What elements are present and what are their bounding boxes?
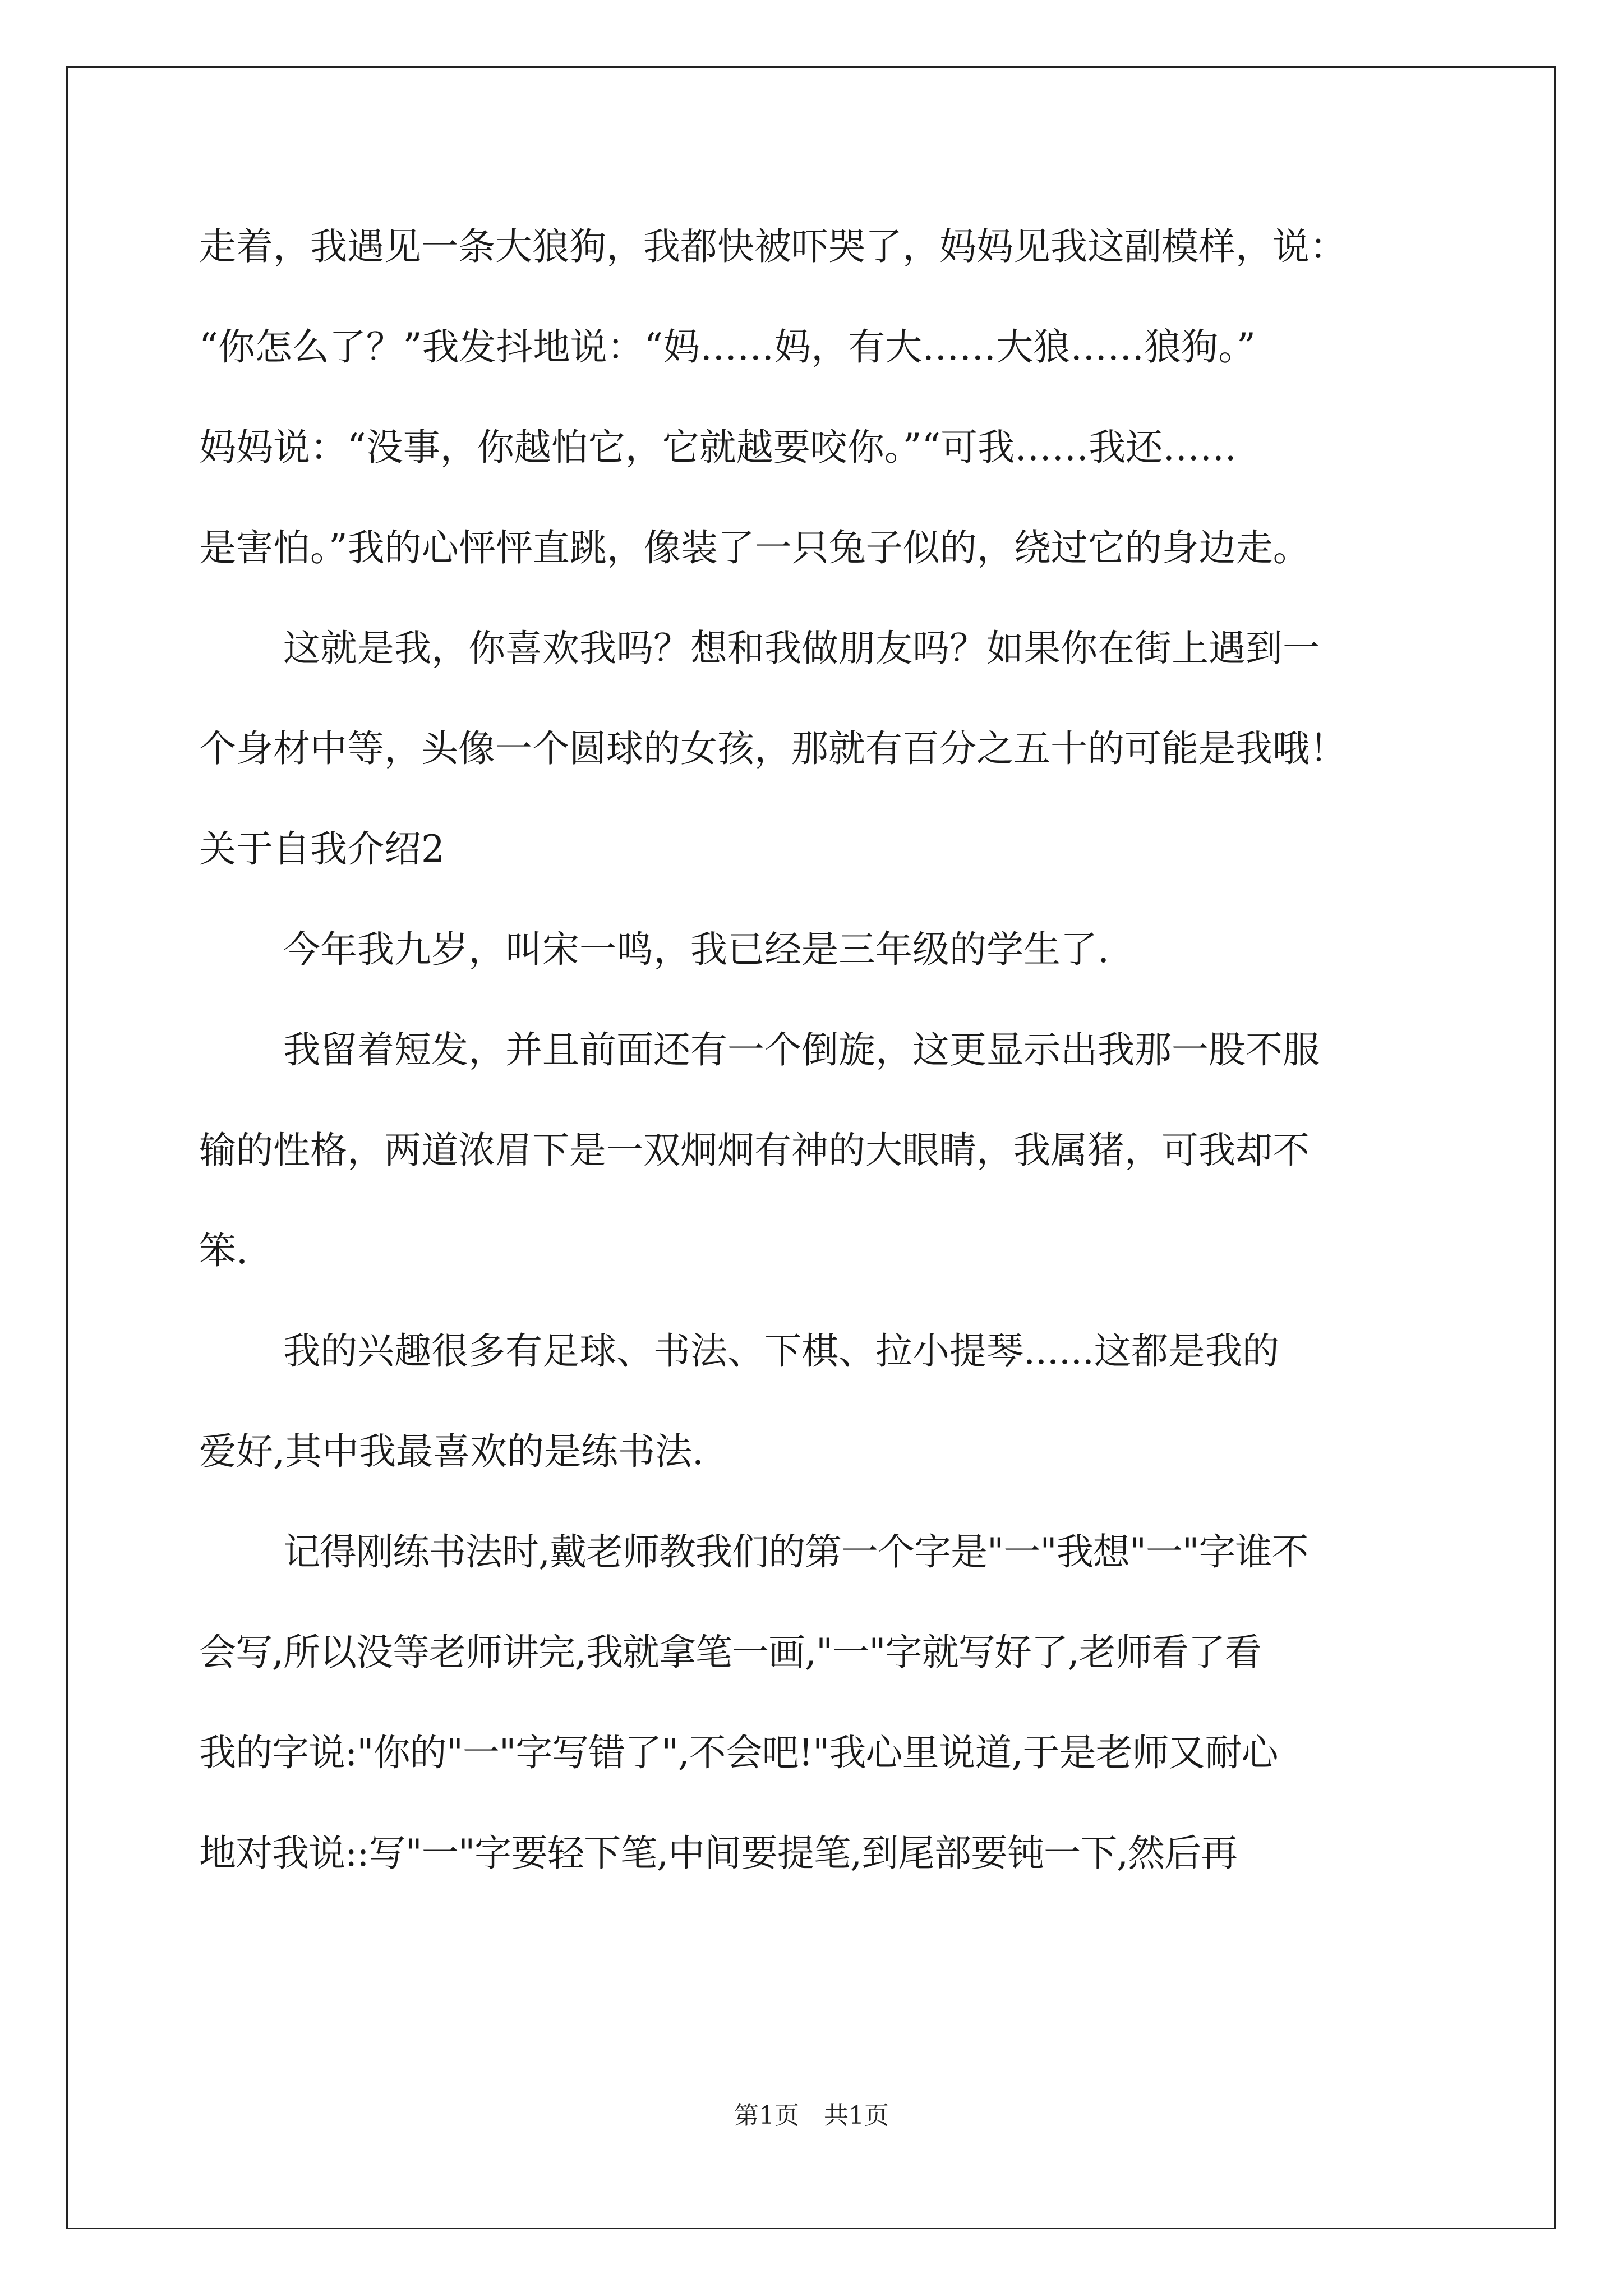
text-line: 走着，我遇见一条大狼狗，我都快被吓哭了，妈妈见我这副模样，说： xyxy=(199,225,1347,268)
document-body xyxy=(199,213,1427,1920)
text-line: 是害怕。”我的心怦怦直跳，像装了一只兔子似的，绕过它的身边走。 xyxy=(199,526,1310,569)
text-line: 输的性格，两道浓眉下是一双炯炯有神的大眼睛，我属猪，可我却不 xyxy=(199,1129,1310,1172)
text-line: 今年我九岁，叫宋一鸣，我已经是三年级的学生了. xyxy=(283,928,1109,971)
text-line: “你怎么了？”我发抖地说：“妈……妈，有大……大狼……狼狗。” xyxy=(199,325,1256,369)
text-line: 我的兴趣很多有足球、书法、下棋、拉小提琴......这都是我的 xyxy=(283,1329,1279,1373)
text-line: 笨. xyxy=(199,1229,248,1272)
section-heading: 关于自我介绍2 xyxy=(199,827,445,871)
text-line: 妈妈说：“没事，你越怕它，它就越要咬你。”“可我……我还…… xyxy=(199,426,1237,469)
text-line: 个身材中等，头像一个圆球的女孩，那就有百分之五十的可能是我哦！ xyxy=(199,727,1347,770)
text-line: 爱好,其中我最喜欢的是练书法. xyxy=(199,1430,704,1473)
page-footer: 第1页 共1页 xyxy=(734,2101,889,2130)
text-line: 会写,所以没等老师讲完,我就拿笔一画,"一"字就写好了,老师看了看 xyxy=(199,1631,1261,1674)
text-line: 地对我说::写"一"字要轻下笔,中间要提笔,到尾部要钝一下,然后再 xyxy=(199,1832,1238,1875)
text-line: 记得刚练书法时,戴老师教我们的第一个字是"一"我想"一"字谁不 xyxy=(283,1530,1308,1573)
text-line: 这就是我，你喜欢我吗？想和我做朋友吗？如果你在街上遇到一 xyxy=(283,627,1320,670)
text-line: 我的字说:"你的"一"字写错了",不会吧!"我心里说道,于是老师又耐心 xyxy=(199,1731,1278,1774)
text-line: 我留着短发，并且前面还有一个倒旋，这更显示出我那一股不服 xyxy=(283,1028,1320,1071)
